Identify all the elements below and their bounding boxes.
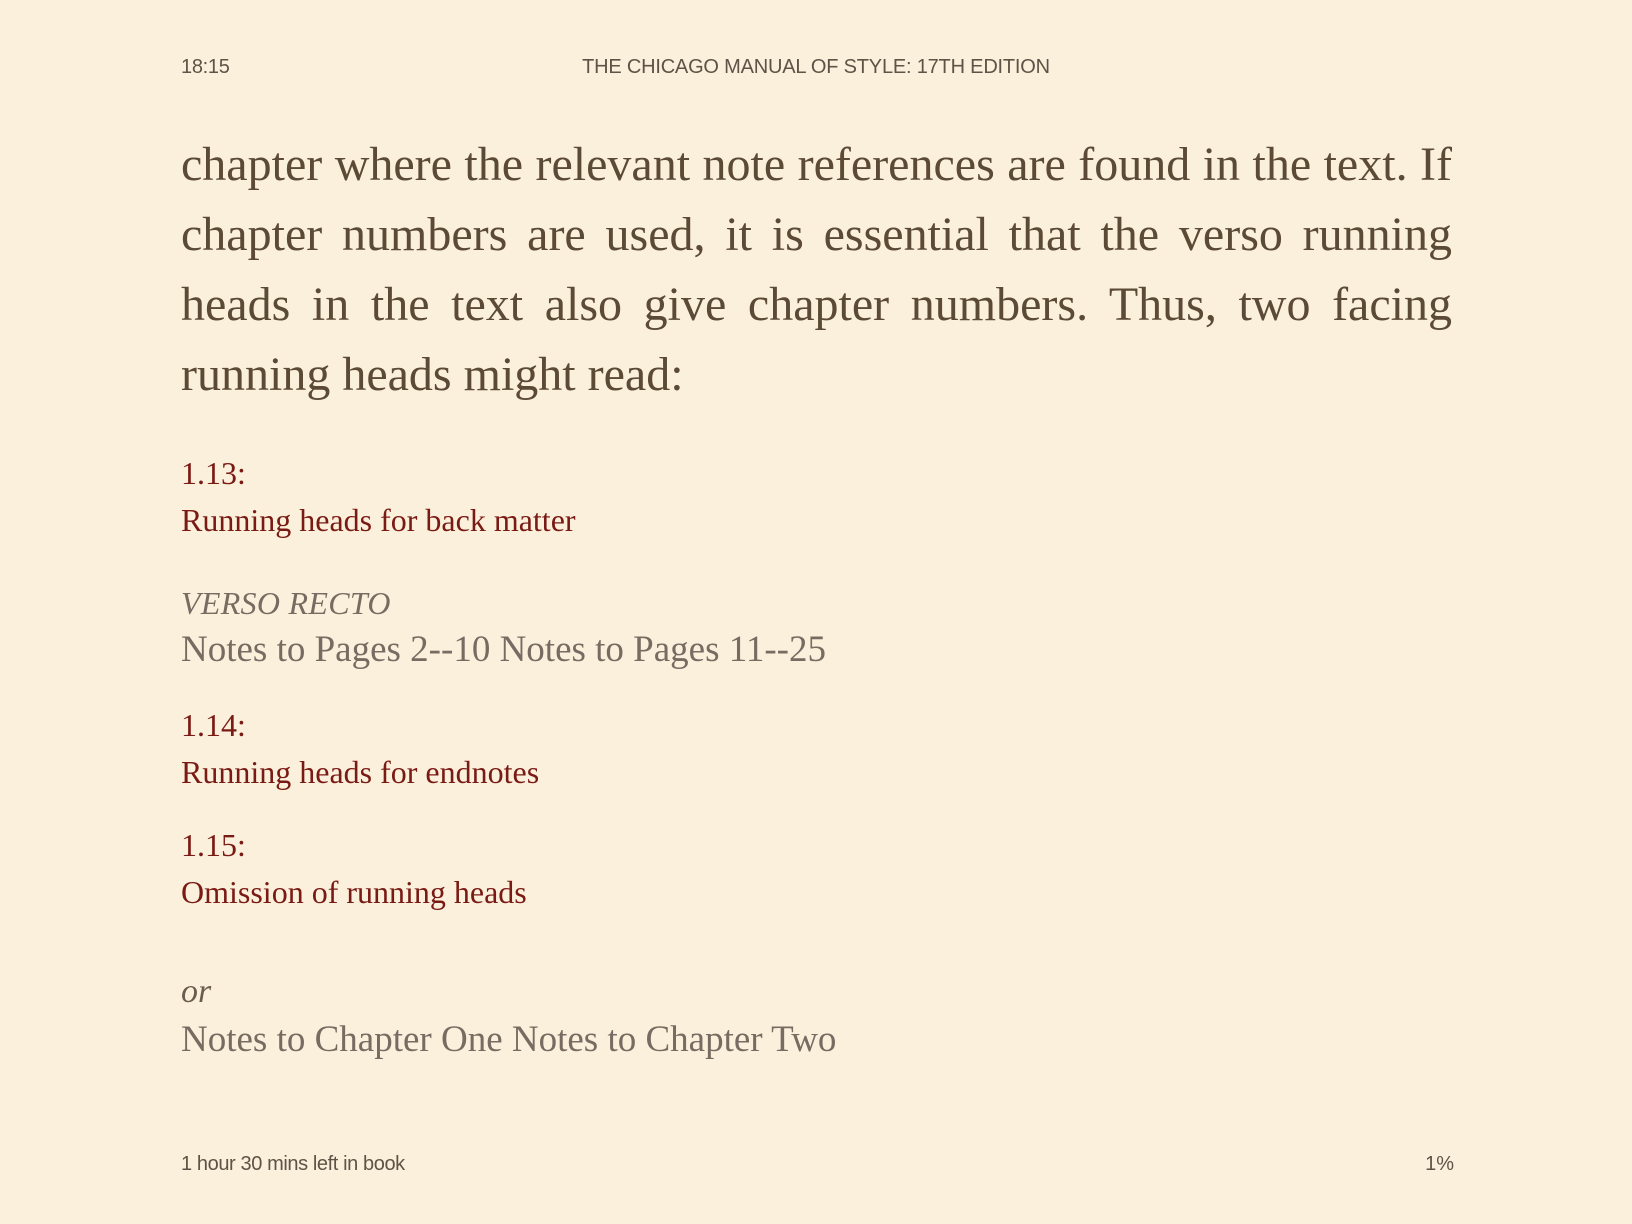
- clock-time: 18:15: [181, 56, 230, 78]
- progress-percent[interactable]: 1%: [1425, 1153, 1454, 1175]
- time-left-indicator[interactable]: 1 hour 30 mins left in book: [181, 1153, 405, 1175]
- verso-recto-label: VERSO RECTO: [181, 585, 391, 621]
- section-link-1-13[interactable]: [181, 450, 1452, 544]
- section-link-1-15[interactable]: [181, 822, 1452, 916]
- section-title: Omission of running heads: [181, 874, 527, 910]
- section-title: Running heads for endnotes: [181, 754, 540, 790]
- example-running-heads-pages: Notes to Pages 2--10 Notes to Pages 11--25: [181, 629, 827, 670]
- or-separator: or: [181, 973, 212, 1010]
- example-running-heads-chapters: Notes to Chapter One Notes to Chapter Two: [181, 1019, 837, 1060]
- reader-page-content: [181, 130, 1452, 1066]
- section-number: 1.15:: [181, 827, 246, 863]
- section-number: 1.13:: [181, 455, 246, 491]
- section-title: Running heads for back matter: [181, 502, 576, 538]
- section-link-1-14[interactable]: [181, 702, 1452, 796]
- section-number: 1.14:: [181, 707, 246, 743]
- book-title[interactable]: THE CHICAGO MANUAL OF STYLE: 17TH EDITION: [582, 56, 1050, 78]
- body-paragraph: chapter where the relevant note references are found in the text. If chapter numbers are used, it is essential that the verso running heads in the text also give chapter numbers. Thus, two facing running heads might read:: [181, 138, 1452, 401]
